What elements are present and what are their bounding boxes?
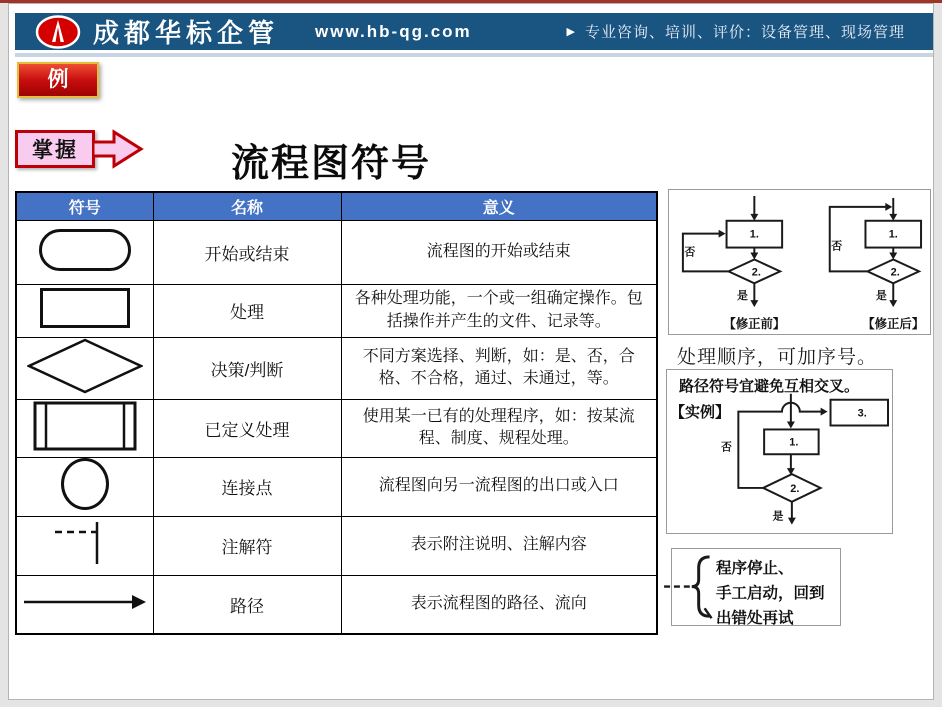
header-tagline: [567, 21, 905, 42]
svg-text:否: 否: [721, 441, 732, 454]
crossing-diagram: [667, 370, 892, 534]
svg-text:3.: 3.: [857, 407, 867, 420]
tagline-text: 专业咨询、培训、评价：设备管理、现场管理: [584, 24, 905, 41]
svg-text:是: 是: [875, 290, 887, 303]
note-line: 程序停止、: [716, 560, 794, 577]
table-row: [16, 575, 657, 634]
order-note-text: 处理顺序，可加序号。: [677, 347, 878, 368]
table-header-row: [16, 192, 657, 220]
crossing-diagram-panel: [666, 369, 893, 534]
symbol-name: 路径: [153, 575, 341, 634]
svg-text:是: 是: [736, 290, 748, 303]
example-label: 【实例】: [670, 404, 731, 421]
triangle-bullet-icon: ▶: [566, 26, 576, 38]
page-title: 流程图符号: [230, 143, 431, 185]
company-name: 成都华标企管: [93, 19, 280, 48]
svg-text:1.: 1.: [888, 228, 898, 241]
symbol-meaning: 不同方案选择、判断，如：是、否，合格、不合格，通过、未通过，等。: [341, 337, 657, 399]
symbol-name: 注解符: [153, 516, 341, 575]
symbol-meaning: 表示流程图的路径、流向: [341, 575, 657, 634]
symbol-name: 决策/判断: [153, 337, 341, 399]
svg-text:2.: 2.: [890, 266, 900, 279]
table-row: [16, 284, 657, 337]
company-logo-icon: [35, 15, 81, 49]
symbol-meaning: 各种处理功能，一个或一组确定操作。包括操作并产生的文件、记录等。: [341, 284, 657, 337]
master-badge: [15, 128, 144, 170]
predefined-process-symbol: [33, 401, 137, 451]
table-row: [16, 399, 657, 457]
path-arrow-symbol: [20, 590, 150, 614]
table-row: [16, 516, 657, 575]
annotation-note-panel: [671, 548, 841, 626]
symbol-name: 开始或结束: [153, 220, 341, 284]
svg-text:1.: 1.: [789, 436, 799, 449]
svg-text:否: 否: [831, 240, 843, 253]
annotation-note-text: [716, 556, 825, 631]
svg-text:【修正后】: 【修正后】: [862, 316, 925, 331]
order-diagram-panel: [668, 189, 931, 335]
col-header-meaning: 意义: [341, 192, 657, 220]
symbol-name: 连接点: [153, 457, 341, 516]
symbol-meaning: 流程图向另一流程图的出口或入口: [341, 457, 657, 516]
svg-text:是: 是: [772, 510, 784, 523]
process-symbol: [40, 288, 130, 328]
terminator-symbol: [39, 229, 131, 271]
symbol-name: 已定义处理: [153, 399, 341, 457]
master-badge-label: 掌握: [15, 130, 95, 168]
svg-text:【修正前】: 【修正前】: [723, 316, 786, 331]
annotation-symbol: [52, 519, 118, 567]
crossing-panel-title: 路径符号宜避免互相交叉。: [679, 378, 860, 395]
header-accent-strip: [15, 53, 933, 57]
flowchart-symbols-table: [15, 191, 658, 635]
table-row: [16, 337, 657, 399]
col-header-symbol: 符号: [16, 192, 153, 220]
svg-text:2.: 2.: [790, 482, 800, 495]
col-header-name: 名称: [153, 192, 341, 220]
symbol-name: 处理: [153, 284, 341, 337]
header-bar: [15, 13, 933, 50]
symbol-meaning: 流程图的开始或结束: [341, 220, 657, 284]
order-diagram: [669, 190, 930, 335]
decision-symbol: [27, 338, 143, 394]
table-row: [16, 220, 657, 284]
website-url: www.hb-qg.com: [315, 21, 472, 41]
symbol-meaning: 使用某一已有的处理程序，如：按某流程、制度、规程处理。: [341, 399, 657, 457]
svg-text:否: 否: [684, 246, 696, 259]
svg-text:2.: 2.: [751, 266, 761, 279]
note-line: 出错处再试: [716, 610, 794, 627]
note-line: 手工启动，回到: [716, 585, 825, 602]
svg-text:1.: 1.: [749, 228, 759, 241]
table-row: [16, 457, 657, 516]
symbol-meaning: 表示附注说明、注解内容: [341, 516, 657, 575]
slide: [8, 3, 934, 700]
connector-symbol: [61, 458, 109, 510]
example-badge: 例: [17, 62, 99, 98]
